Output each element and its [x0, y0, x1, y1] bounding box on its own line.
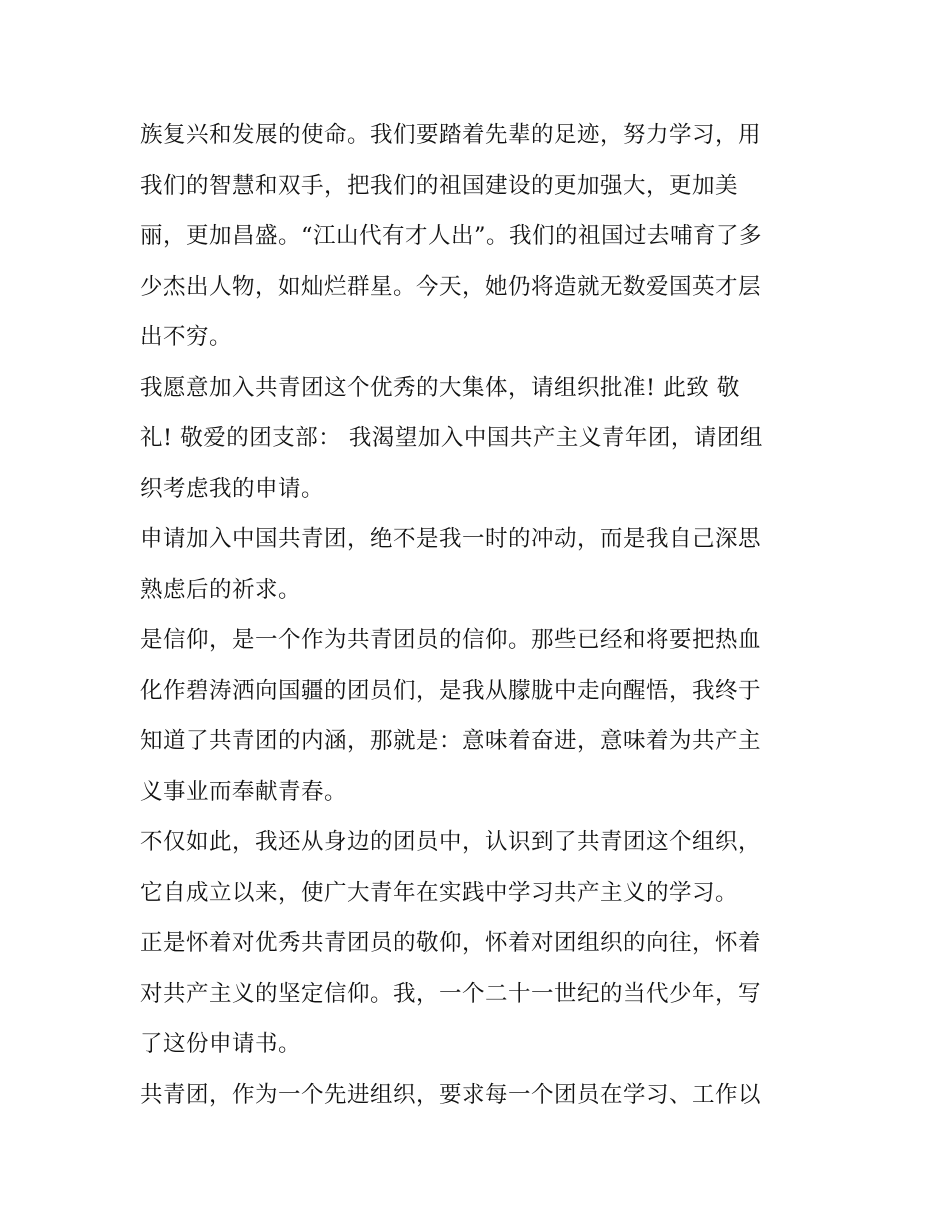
text-line: 它自成立以来，使广大青年在实践中学习共产主义的学习。 — [140, 879, 739, 906]
text-line: 出不穷。 — [140, 324, 233, 350]
text-line: 知道了共青团的内涵，那就是：意味着奋进，意味着为共产主 — [140, 728, 762, 754]
text-line: 了这份申请书。 — [140, 1031, 302, 1057]
text-line: 不仅如此，我还从身边的团员中，认识到了共青团这个组织， — [140, 829, 762, 855]
text-line: 我愿意加入共青团这个优秀的大集体，请组织批准! 此致 敬 — [140, 374, 740, 401]
paragraph — [140, 615, 812, 817]
paragraph — [140, 918, 812, 1070]
text-line: 熟虑后的祈求。 — [140, 576, 302, 603]
text-line: 申请加入中国共青团，绝不是我一时的冲动，而是我自己深思 — [140, 526, 762, 552]
text-line: 对共产主义的坚定信仰。我，一个二十一世纪的当代少年，写 — [140, 980, 762, 1007]
document-body — [140, 110, 812, 1120]
paragraph — [140, 514, 812, 615]
paragraph — [140, 817, 812, 918]
text-line: 共青团，作为一个先进组织，要求每一个团员在学习、工作以 — [140, 1081, 762, 1108]
paragraph — [140, 110, 812, 363]
paragraph — [140, 363, 812, 515]
text-line: 化作碧涛洒向国疆的团员们，是我从朦胧中走向醒悟，我终于 — [140, 677, 762, 704]
text-line: 是信仰，是一个作为共青团员的信仰。那些已经和将要把热血 — [140, 627, 762, 653]
text-line: 族复兴和发展的使命。我们要踏着先辈的足迹，努力学习，用 — [140, 122, 762, 148]
text-line: 我们的智慧和双手，把我们的祖国建设的更加强大，更加美 — [140, 172, 739, 199]
text-line: 正是怀着对优秀共青团员的敬仰，怀着对团组织的向往，怀着 — [140, 930, 762, 956]
text-line: 织考虑我的申请。 — [140, 475, 325, 502]
text-line: 少杰出人物，如灿烂群星。今天，她仍将造就无数爱国英才层 — [140, 273, 762, 300]
text-line: 礼! 敬爱的团支部： 我渴望加入中国共产主义青年团，请团组 — [140, 425, 763, 451]
paragraph — [140, 1070, 812, 1121]
text-line: 丽，更加昌盛。“江山代有才人出”。我们的祖国过去哺育了多 — [140, 223, 763, 249]
text-line: 义事业而奉献青春。 — [140, 778, 348, 805]
